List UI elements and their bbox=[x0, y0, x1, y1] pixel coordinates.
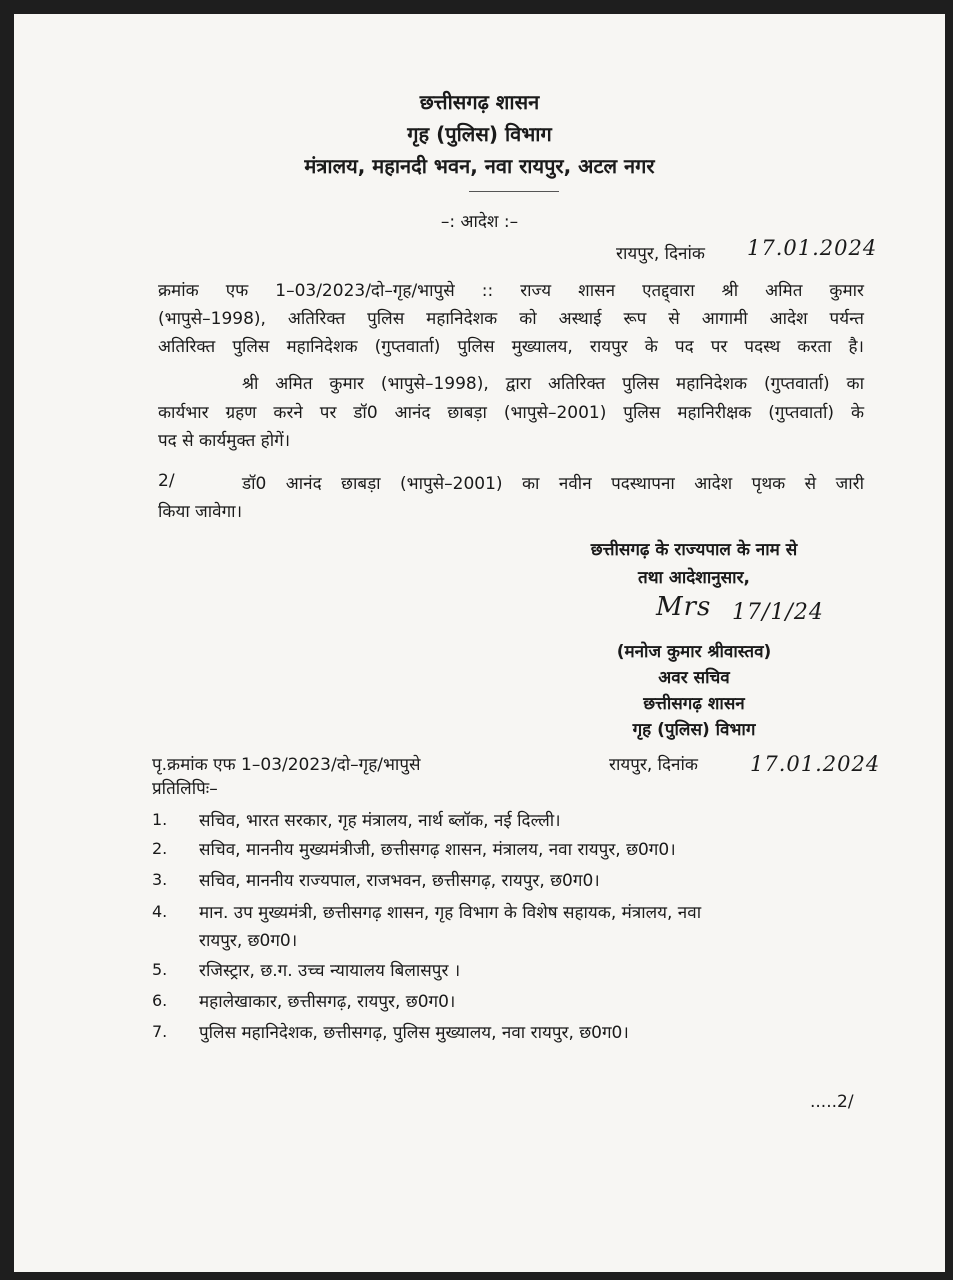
copy-item-number: 1. bbox=[152, 810, 168, 829]
copy-item-text: सचिव, माननीय मुख्यमंत्रीजी, छत्तीसगढ़ शासन, मंत्रालय, नवा रायपुर, छ0ग0। bbox=[199, 840, 676, 860]
para1-line2: (भापुसे–1998), अतिरिक्त पुलिस महानिदेशक को अस्थाई रूप से आगामी आदेश पर्यन्त bbox=[158, 309, 864, 329]
document-page bbox=[14, 14, 945, 1272]
copy-item-text: सचिव, माननीय राज्यपाल, राजभवन, छत्तीसगढ़, रायपुर, छ0ग0। bbox=[199, 871, 600, 891]
para1-line3: अतिरिक्त पुलिस महानिदेशक (गुप्तवार्ता) पुलिस मुख्यालय, रायपुर के पद पर पदस्थ करता है। bbox=[158, 337, 864, 357]
signature-scribble: Mrs bbox=[656, 592, 712, 622]
copy-item-number: 4. bbox=[152, 902, 168, 921]
endorsement-date-label: रायपुर, दिनांक bbox=[609, 755, 698, 775]
page-continuation-marker: .....2/ bbox=[810, 1092, 854, 1112]
para2-line2: कार्यभार ग्रहण करने पर डॉ0 आनंद छाबड़ा (भापुसे–2001) पुलिस महानिरीक्षक (गुप्तवार्ता) के bbox=[158, 403, 864, 423]
copy-item-number: 7. bbox=[152, 1022, 168, 1041]
copy-item-text: रजिस्ट्रार, छ.ग. उच्च न्यायालय बिलासपुर । bbox=[199, 961, 461, 981]
header-department: गृह (पुलिस) विभाग bbox=[407, 122, 552, 146]
signatory-department2: गृह (पुलिस) विभाग bbox=[632, 720, 756, 740]
copy-item-text-continued: रायपुर, छ0ग0। bbox=[199, 931, 298, 951]
copy-item-text: पुलिस महानिदेशक, छत्तीसगढ़, पुलिस मुख्यालय, नवा रायपुर, छ0ग0। bbox=[199, 1023, 629, 1043]
signature-date-handwritten: 17/1/24 bbox=[732, 600, 824, 625]
copy-item-number: 2. bbox=[152, 839, 168, 858]
endorsement-date-handwritten: 17.01.2024 bbox=[750, 752, 881, 776]
copy-item-text: सचिव, भारत सरकार, गृह मंत्रालय, नार्थ ब्लॉक, नई दिल्ली। bbox=[199, 811, 561, 831]
signatory-designation: अवर सचिव bbox=[658, 668, 730, 688]
order-title: –: आदेश :– bbox=[440, 212, 519, 232]
copy-item-number: 3. bbox=[152, 870, 168, 889]
para3-line1: डॉ0 आनंद छाबड़ा (भापुसे–2001) का नवीन पदस्थापना आदेश पृथक से जारी bbox=[242, 474, 864, 494]
signature-authority-line1: छत्तीसगढ़ के राज्यपाल के नाम से bbox=[590, 540, 798, 560]
date-label: रायपुर, दिनांक bbox=[616, 244, 705, 264]
copy-item-number: 6. bbox=[152, 991, 168, 1010]
para2-line3: पद से कार्यमुक्त होगें। bbox=[158, 431, 291, 451]
header-address: मंत्रालय, महानदी भवन, नवा रायपुर, अटल नगर bbox=[304, 154, 655, 178]
copy-label: प्रतिलिपिः– bbox=[152, 779, 218, 799]
para1-line1: क्रमांक एफ 1–03/2023/दो–गृह/भापुसे :: राज्य शासन एतद्द्वारा श्री अमित कुमार bbox=[158, 281, 864, 301]
signatory-department1: छत्तीसगढ़ शासन bbox=[643, 694, 745, 714]
copy-item-number: 5. bbox=[152, 960, 168, 979]
signatory-name: (मनोज कुमार श्रीवास्तव) bbox=[616, 642, 772, 662]
signature-authority-line2: तथा आदेशानुसार, bbox=[638, 568, 750, 588]
header-government: छत्तीसगढ़ शासन bbox=[419, 90, 540, 114]
copy-item-text: मान. उप मुख्यमंत्री, छत्तीसगढ़ शासन, गृह विभाग के विशेष सहायक, मंत्रालय, नवा bbox=[199, 903, 702, 923]
para2-line1: श्री अमित कुमार (भापुसे–1998), द्वारा अतिरिक्त पुलिस महानिदेशक (गुप्तवार्ता) का bbox=[242, 374, 864, 394]
endorsement-ref-number: पृ.क्रमांक एफ 1–03/2023/दो–गृह/भापुसे bbox=[152, 755, 421, 775]
header-divider bbox=[469, 191, 559, 192]
copy-item-text: महालेखाकार, छत्तीसगढ़, रायपुर, छ0ग0। bbox=[199, 992, 456, 1012]
para3-number: 2/ bbox=[158, 471, 175, 491]
date-value-handwritten: 17.01.2024 bbox=[747, 236, 878, 260]
para3-line2: किया जावेगा। bbox=[158, 502, 243, 522]
